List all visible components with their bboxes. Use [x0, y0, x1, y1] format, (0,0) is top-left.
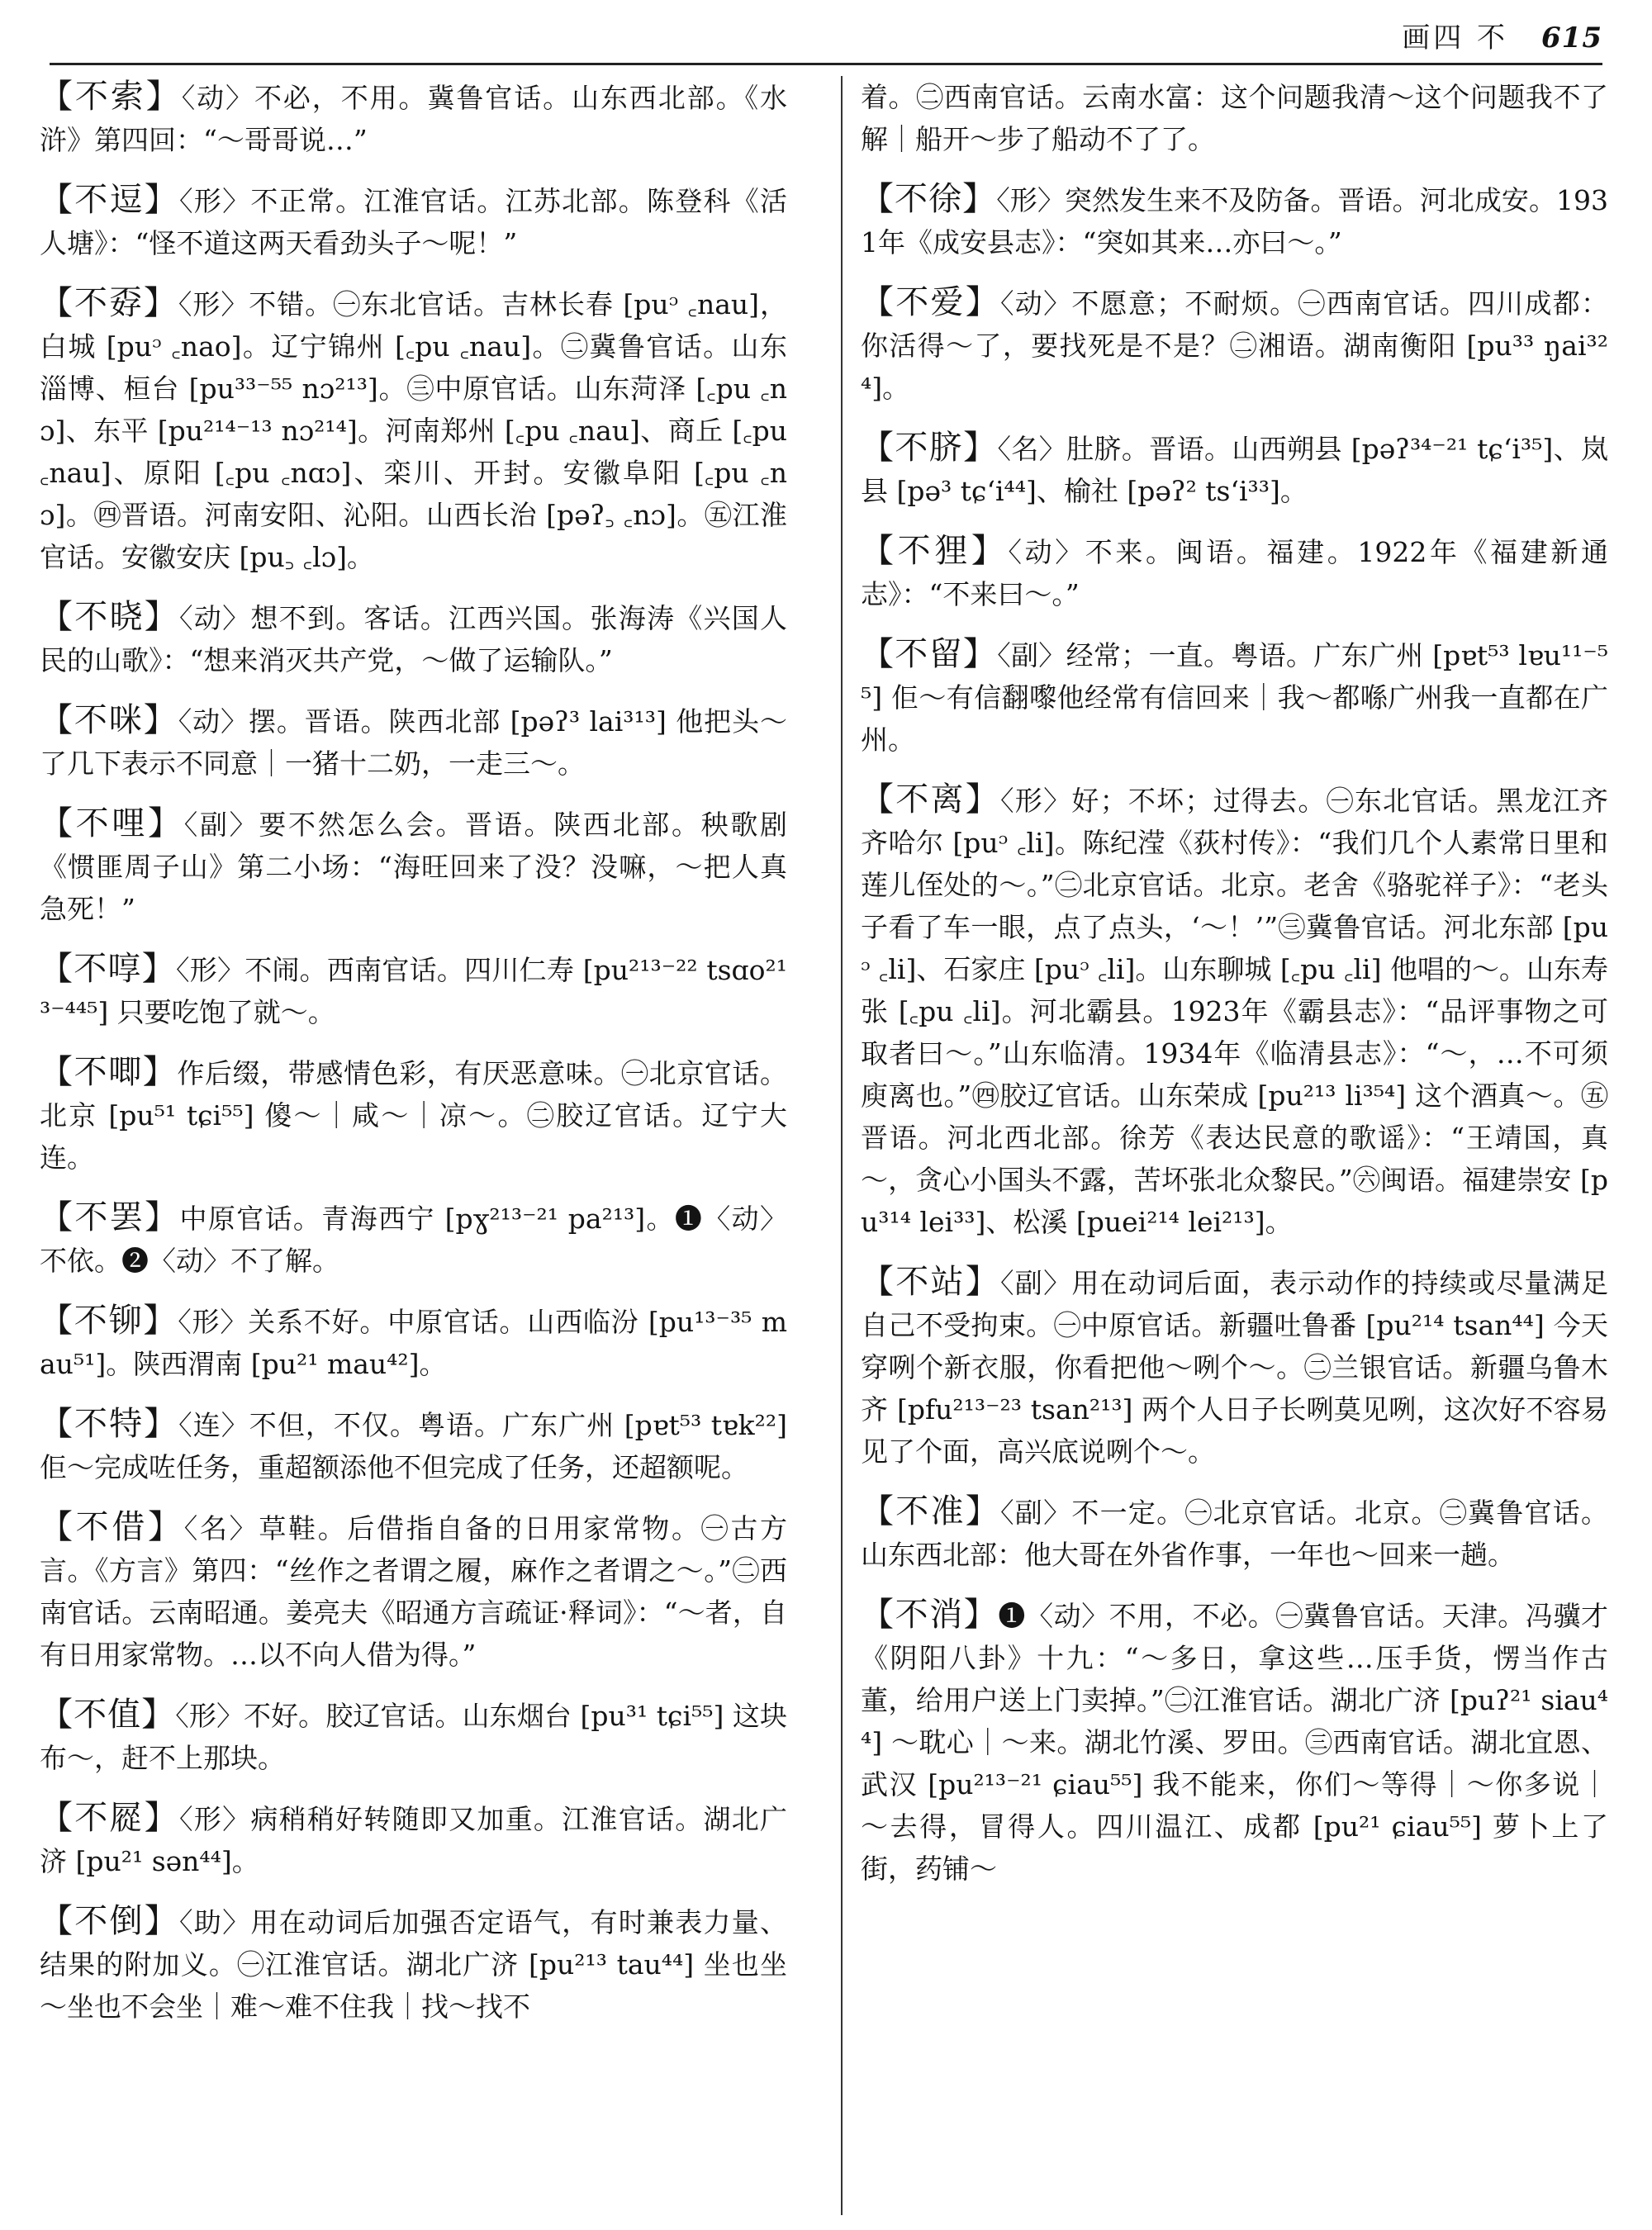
- entry-headword: 【不倒】: [40, 1902, 180, 1940]
- dictionary-entry: [40, 76, 787, 161]
- dictionary-entry: [861, 779, 1608, 1243]
- dictionary-entry: [861, 427, 1608, 512]
- entry-definition: 〈动〉不来。闽语。福建。1922年《福建新通志》：“不来曰～。”: [861, 536, 1608, 610]
- entry-definition: 〈动〉不愿意；不耐烦。㊀西南官话。四川成都：你活得～了，要找死是不是？㊁湘语。湖南衡阳 [pu³³ ŋai³²⁴]。: [861, 287, 1608, 404]
- entry-headword: 【不唧】: [40, 1053, 178, 1091]
- entry-headword: 【不徐】: [861, 180, 997, 218]
- entry-definition: 〈形〉病稍稍好转随即又加重。江淮官话。湖北广济 [pu²¹ sən⁴⁴]。: [40, 1803, 787, 1877]
- entry-definition: 〈副〉要不然怎么会。晋语。陕西北部。秧歌剧《惯匪周子山》第二小场：“海旺回来了没？没嘛，～把人真急死！”: [40, 809, 787, 925]
- entry-definition: 〈形〉关系不好。中原官话。山西临汾 [pu¹³⁻³⁵ mau⁵¹]。陕西渭南 [pu²¹ mau⁴²]。: [40, 1306, 787, 1380]
- entry-definition: 〈动〉想不到。客话。江西兴国。张海涛《兴国人民的山歌》：“想来消灭共产党，～做了运输队。”: [40, 602, 787, 676]
- entry-headword: 【不消】: [861, 1596, 999, 1634]
- entry-definition: 〈形〉突然发生来不及防备。晋语。河北成安。1931年《成安县志》：“突如其来…亦曰～。”: [861, 184, 1608, 259]
- entry-definition: 〈连〉不但，不仅。粤语。广东广州 [pɐt⁵³ tɐk²²] 佢～完成咗任务，重超额添他不但完成了任务，还超额呢。: [40, 1409, 787, 1483]
- dictionary-entry: [40, 596, 787, 681]
- entry-definition: 着。㊁西南官话。云南水富：这个问题我清～这个问题我不了解｜船开～步了船动不了了。: [861, 81, 1608, 155]
- entry-headword: 【不晓】: [40, 598, 180, 636]
- entry-definition: 〈形〉不好。胶辽官话。山东烟台 [pu³¹ tɕi⁵⁵] 这块布～，赶不上那块。: [40, 1700, 787, 1774]
- section-title: 画四 不: [1402, 21, 1509, 55]
- entry-headword: 【不咪】: [40, 701, 178, 739]
- entry-definition: 〈动〉摆。晋语。陕西北部 [pəʔ³ lai³¹³] 他把头～了几下表示不同意｜一猪十二奶，一走三～。: [40, 705, 787, 780]
- dictionary-entry: [861, 1594, 1608, 1890]
- entry-headword: 【不值】: [40, 1696, 176, 1734]
- entry-headword: 【不啍】: [40, 950, 176, 988]
- dictionary-entry: [861, 178, 1608, 263]
- left-column: [40, 76, 787, 2223]
- dictionary-entry: [40, 1300, 787, 1385]
- dictionary-entry: [40, 1051, 787, 1179]
- entry-headword: 【不哩】: [40, 804, 184, 842]
- page-header: [50, 0, 1602, 59]
- entry-headword: 【不借】: [40, 1508, 184, 1546]
- entry-headword: 【不站】: [861, 1263, 1001, 1301]
- header-rule: [50, 63, 1602, 65]
- dictionary-entry: [861, 1261, 1608, 1473]
- entry-headword: 【不离】: [861, 780, 1001, 818]
- dictionary-entry: [40, 1797, 787, 1882]
- dictionary-entry: [40, 1900, 787, 2028]
- dictionary-entry: [861, 282, 1608, 409]
- entry-headword: 【不特】: [40, 1405, 179, 1443]
- dictionary-entry: [861, 530, 1608, 615]
- entry-definition: 〈副〉不一定。㊀北京官话。北京。㊁冀鲁官话。山东西北部：他大哥在外省作事，一年也～回来一趟。: [861, 1497, 1608, 1571]
- dictionary-entry: [861, 633, 1608, 761]
- column-divider: [841, 76, 843, 2215]
- entry-definition: 〈助〉用在动词后加强否定语气，有时兼表力量、结果的附加义。㊀江淮官话。湖北广济 [pu²¹³ tau⁴⁴] 坐也坐～坐也不会坐｜难～难不住我｜找～找不: [40, 1906, 787, 2023]
- entry-definition: 中原官话。青海西宁 [pɣ²¹³⁻²¹ pa²¹³]。❶〈动〉不依。❷〈动〉不了解。: [40, 1203, 787, 1277]
- entry-headword: 【不索】: [40, 78, 182, 116]
- entry-headword: 【不爱】: [861, 283, 1001, 321]
- entry-definition: 作后缀，带感情色彩，有厌恶意味。㊀北京官话。北京 [pu⁵¹ tɕi⁵⁵] 傻～｜咸～｜凉～。㊁胶辽官话。辽宁大连。: [40, 1057, 787, 1174]
- entry-definition: 〈名〉肚脐。晋语。山西朔县 [pəʔ³⁴⁻²¹ tɕʻi³⁵]、岚县 [pə³ tɕʻi⁴⁴]、榆社 [pəʔ² tsʻi³³]。: [861, 433, 1608, 507]
- entry-definition: ❶〈动〉不用，不必。㊀冀鲁官话。天津。冯骥才《阴阳八卦》十九：“～多日，拿这些…压手货，愣当作古董，给用户送上门卖掉。”㊁江淮官话。湖北广济 [puʔ²¹ siau⁴⁴] ～耽心｜～来。湖北竹溪、罗田。㊂西南官话。湖北宜恩、武汉 [pu²¹³⁻²¹ ɕiau⁵⁵] 我不能来，你们～等得｜～你多说｜～去得，冒得人。四川温江、成都 [pu²¹ ɕiau⁵⁵] 萝卜上了街，药铺～: [861, 1600, 1608, 1885]
- dictionary-entry: [40, 1403, 787, 1488]
- entry-definition: 〈动〉不必，不用。冀鲁官话。山东西北部。《水浒》第四回：“～哥哥说…”: [40, 82, 787, 156]
- dictionary-entry: [861, 1491, 1608, 1576]
- dictionary-entry: [40, 1506, 787, 1676]
- running-head: [1402, 15, 1602, 55]
- dictionary-entry: [40, 179, 787, 264]
- dictionary-entry: [40, 282, 787, 578]
- entry-definition: 〈形〉不闹。西南官话。四川仁寿 [pu²¹³⁻²² tsɑo²¹³⁻⁴⁴⁵] 只要吃饱了就～。: [40, 954, 787, 1028]
- entry-headword: 【不㞞】: [40, 1799, 180, 1837]
- page-number: 615: [1541, 21, 1602, 55]
- entry-headword: 【不孬】: [40, 284, 178, 322]
- entry-headword: 【不脐】: [861, 429, 998, 467]
- entry-definition: 〈名〉草鞋。后借指自备的日用家常物。㊀古方言。《方言》第四：“丝作之者谓之履，麻作之者谓之～。”㊁西南官话。云南昭通。姜亮夫《昭通方言疏证·释词》：“～者，自有日用家常物。…以不向人借为得。”: [40, 1512, 787, 1671]
- dictionary-entry: [861, 76, 1608, 160]
- dictionary-entry: [40, 803, 787, 930]
- entry-headword: 【不留】: [861, 635, 998, 673]
- entry-headword: 【不铆】: [40, 1302, 178, 1340]
- entry-definition: 〈副〉用在动词后面，表示动作的持续或尽量满足自己不受拘束。㊀中原官话。新疆吐鲁番 [pu²¹⁴ tsan⁴⁴] 今天穿咧个新衣服，你看把他～咧个～。㊁兰银官话。新疆乌鲁木齐 [pfu²¹³⁻²³ tsan²¹³] 两个人日子长咧莫见咧，这次好不容易见了个面，高兴底说咧个～。: [861, 1267, 1608, 1468]
- entry-definition: 〈形〉好；不坏；过得去。㊀东北官话。黑龙江齐齐哈尔 [puᵓ ꜀li]。陈纪滢《荻村传》：“我们几个人素常日里和莲儿侄处的～。”㊁北京官话。北京。老舍《骆驼祥子》：“老头子看了车一眼，点了点头，‘～！’”㊂冀鲁官话。河北东部 [puᵓ ꜀li]、石家庄 [puᵓ ꜀li]。山东聊城 [꜀pu ꜀li] 他唱的～。山东寿张 [꜀pu ꜀li]。河北霸县。1923年《霸县志》：“品评事物之可取者曰～。”山东临清。1934年《临清县志》：“～，…不可须庾离也。”㊃胶辽官话。山东荣成 [pu²¹³ li³⁵⁴] 这个酒真～。㊄晋语。河北西北部。徐芳《表达民意的歌谣》：“王靖国，真～，贪心小国头不露，苦坏张北众黎民。”㊅闽语。福建崇安 [pu³¹⁴ lei³³]、松溪 [puei²¹⁴ lei²¹³]。: [861, 785, 1608, 1238]
- entry-headword: 【不准】: [861, 1492, 1001, 1530]
- dictionary-entry: [40, 700, 787, 785]
- entry-definition: 〈形〉不正常。江淮官话。江苏北部。陈登科《活人塘》：“怪不道这两天看劲头子～呢！”: [40, 185, 787, 259]
- dictionary-entry: [40, 1197, 787, 1282]
- entry-definition: 〈副〉经常；一直。粤语。广东广州 [pɐt⁵³ lɐu¹¹⁻⁵⁵] 佢～有信翻嚟他经常有信回来｜我～都喺广州我一直都在广州。: [861, 639, 1608, 756]
- dictionary-entry: [40, 1694, 787, 1779]
- dictionary-entry: [40, 948, 787, 1033]
- entry-headword: 【不狸】: [861, 532, 1009, 570]
- entry-headword: 【不逗】: [40, 181, 180, 219]
- entry-headword: 【不罢】: [40, 1198, 180, 1236]
- entry-definition: 〈形〉不错。㊀东北官话。吉林长春 [puᵓ ꜀nau]，白城 [puᵓ ꜀nao]。辽宁锦州 [꜀pu ꜀nau]。㊁冀鲁官话。山东淄博、桓台 [pu³³⁻⁵⁵ nɔ²¹³]。㊂中原官话。山东菏泽 [꜀pu ꜀nɔ]、东平 [pu²¹⁴⁻¹³ nɔ²¹⁴]。河南郑州 [꜀pu ꜀nau]、商丘 [꜀pu ꜀nau]、原阳 [꜀pu ꜀nɑɔ]、栾川、开封。安徽阜阳 [꜀pu ꜀nɔ]。㊃晋语。河南安阳、沁阳。山西长治 [pəʔ꜆ ꜀nɔ]。㊄江淮官话。安徽安庆 [pu꜆ ꜀lɔ]。: [40, 288, 787, 573]
- right-column: [861, 76, 1608, 2223]
